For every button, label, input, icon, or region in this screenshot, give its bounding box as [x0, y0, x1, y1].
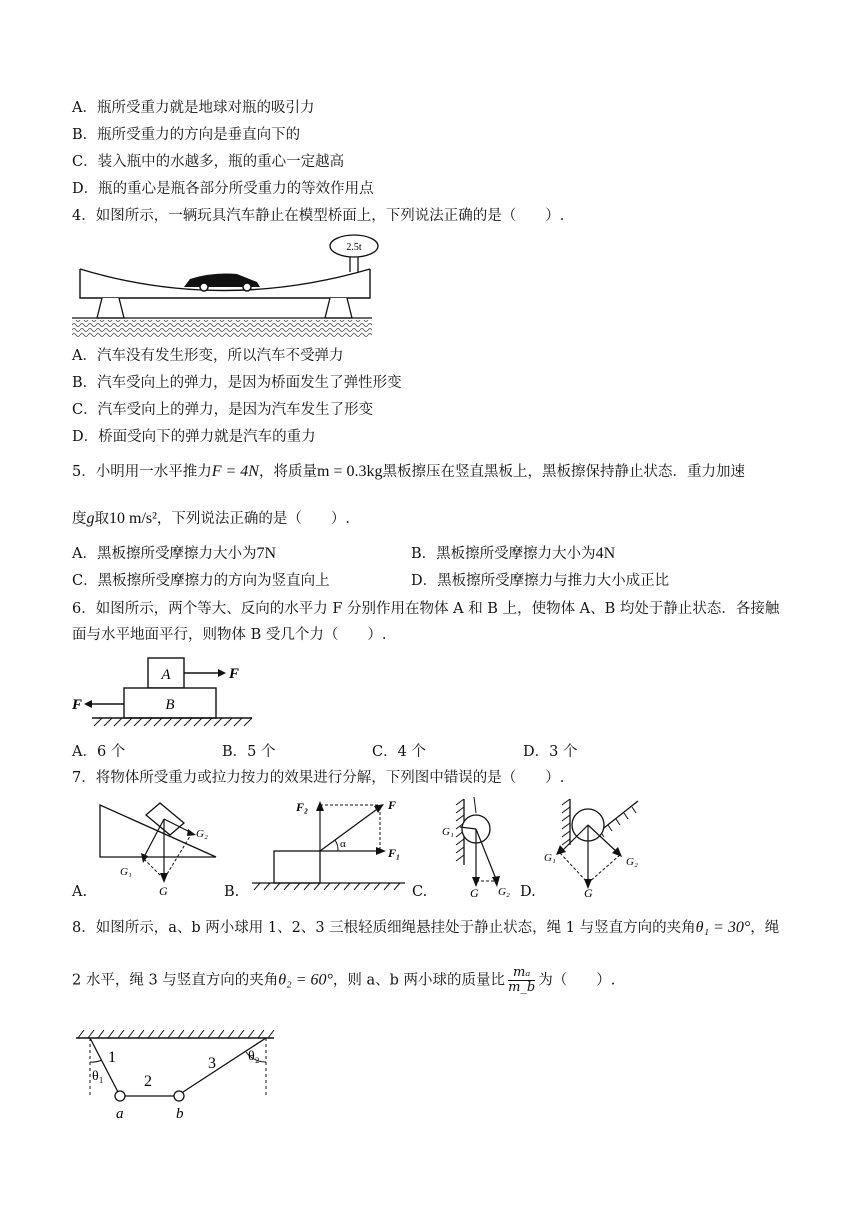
q8-suspension-figure: [72, 1022, 282, 1122]
svg-text:G: G: [159, 884, 168, 898]
q8-mass-ratio: $\frac{\text{mₐ}}{m\_b}$: [508, 965, 536, 995]
q5-option-a: A．黑板擦所受摩擦力大小为7N: [72, 545, 277, 562]
q7-stem: 7．将物体所受重力或拉力按力的效果进行分解，下列图中错误的是（ ）.: [72, 770, 565, 786]
block-a-label: A: [161, 667, 171, 683]
q3-option-a: A．瓶所受重力就是地球对瓶的吸引力: [72, 100, 315, 116]
q6-stem-line2: 面与水平地面平行，则物体 B 受几个力（ ）.: [72, 627, 387, 643]
ball-a: [115, 1091, 125, 1101]
force-on-b-label: F: [72, 697, 83, 713]
svg-text:F₂: F₂: [296, 800, 309, 814]
q6-option-c: C．4 个: [372, 744, 426, 760]
svg-text:G₁: G₁: [120, 866, 132, 878]
ball-b: [174, 1091, 184, 1101]
svg-text:G: G: [584, 886, 593, 900]
svg-text:α: α: [340, 838, 346, 850]
svg-text:b: b: [176, 1106, 184, 1122]
q7-figure-a: [88, 795, 228, 900]
ground-hatch: [94, 718, 252, 726]
load-limit-sign-text: 2.5t: [346, 242, 362, 253]
q6-option-b: B．5 个: [222, 744, 276, 760]
rope-3: [183, 1038, 266, 1092]
q5-force-expr: F = 4N: [211, 463, 259, 480]
svg-text:a: a: [116, 1106, 124, 1122]
ceiling-hatch: [78, 1030, 274, 1038]
q4-stem: 4．如图所示，一辆玩具汽车静止在模型桥面上，下列说法正确的是（ ）.: [72, 208, 565, 224]
q8-stem-line1: 8．如图所示，a、b 两小球用 1、2、3 三根轻质细绳悬挂处于静止状态，绳 1 与竖直方向的夹角θ₁ = 30°，绳: [72, 919, 780, 936]
q7-letter-a: A.: [72, 884, 88, 900]
q4-bridge-figure: [72, 232, 382, 340]
svg-text:θ₁: θ₁: [92, 1069, 104, 1084]
q8-theta1-expr: θ₁ = 30°: [695, 919, 751, 936]
q4-option-b: B．汽车受向上的弹力，是因为桥面发生了弹性形变: [72, 375, 402, 391]
q8-stem-line2: 2 水平，绳 3 与竖直方向的夹角θ₂ = 60°，则 a、b 两小球的质量比 $\frac{\text{mₐ}}{m\_b}$ 为（ ）.: [72, 965, 616, 995]
q5-option-c: C．黑板擦所受摩擦力的方向为竖直向上: [72, 573, 330, 589]
q5-option-d: D．黑板擦所受摩擦力与推力大小成正比: [411, 573, 670, 589]
q7-figure-d: [542, 795, 652, 900]
force-on-a-label: F: [229, 666, 240, 682]
q7-letter-b: B.: [224, 884, 240, 900]
q3-option-b: B．瓶所受重力的方向是垂直向下的: [72, 127, 301, 143]
q4-option-d: D．桥面受向下的弹力就是汽车的重力: [72, 429, 316, 445]
bridge-support-right: [325, 298, 352, 318]
q8-theta2-expr: θ₂ = 60°: [278, 971, 333, 989]
q7-figure-c: [430, 795, 520, 900]
q5-stem-line1: 5．小明用一水平推力F = 4N，将质量m = 0.3kg黑板擦压在竖直黑板上，黑板擦保持静止状态．重力加速: [72, 463, 745, 480]
q7-figure-b: [240, 795, 410, 900]
q3-option-c: C．装入瓶中的水越多，瓶的重心一定越高: [72, 154, 345, 170]
ground-hatch: [72, 320, 372, 338]
q5-option-b: B．黑板擦所受摩擦力大小为4N: [411, 545, 616, 562]
svg-text:F: F: [388, 798, 397, 812]
q5-stem-line2: 度g取10 m/s²，下列说法正确的是（ ）.: [72, 510, 351, 527]
svg-text:G₂: G₂: [626, 856, 638, 868]
svg-text:3: 3: [208, 1055, 216, 1072]
q5-mass-expr: m = 0.3kg: [316, 463, 383, 480]
block-b-label: B: [165, 697, 175, 713]
svg-text:1: 1: [108, 1049, 116, 1066]
q6-option-d: D．3 个: [523, 744, 578, 760]
svg-text:G₁: G₁: [544, 852, 556, 864]
svg-text:G: G: [470, 886, 479, 900]
q5-g-value: 10 m/s²: [109, 510, 157, 527]
svg-text:G₁: G₁: [442, 826, 454, 838]
bridge-support-left: [97, 298, 124, 318]
q7-letter-d: D.: [520, 884, 536, 900]
q6-blocks-figure: [72, 652, 262, 734]
q3-option-d: D．瓶的重心是瓶各部分所受重力的等效作用点: [72, 181, 374, 197]
svg-text:G₂: G₂: [498, 886, 510, 898]
q6-stem-line1: 6．如图所示，两个等大、反向的水平力 F 分别作用在物体 A 和 B 上，使物体 A、B 均处于静止状态．各接触: [72, 601, 780, 617]
svg-text:G₂: G₂: [196, 828, 208, 840]
q4-option-c: C．汽车受向上的弹力，是因为汽车发生了形变: [72, 402, 374, 418]
q6-option-a: A．6 个: [72, 744, 126, 760]
svg-text:2: 2: [144, 1073, 152, 1090]
svg-text:θ₂: θ₂: [248, 1049, 260, 1064]
svg-text:F₁: F₁: [388, 846, 401, 860]
q4-option-a: A．汽车没有发生形变，所以汽车不受弹力: [72, 348, 344, 364]
q7-letter-c: C.: [412, 884, 428, 900]
